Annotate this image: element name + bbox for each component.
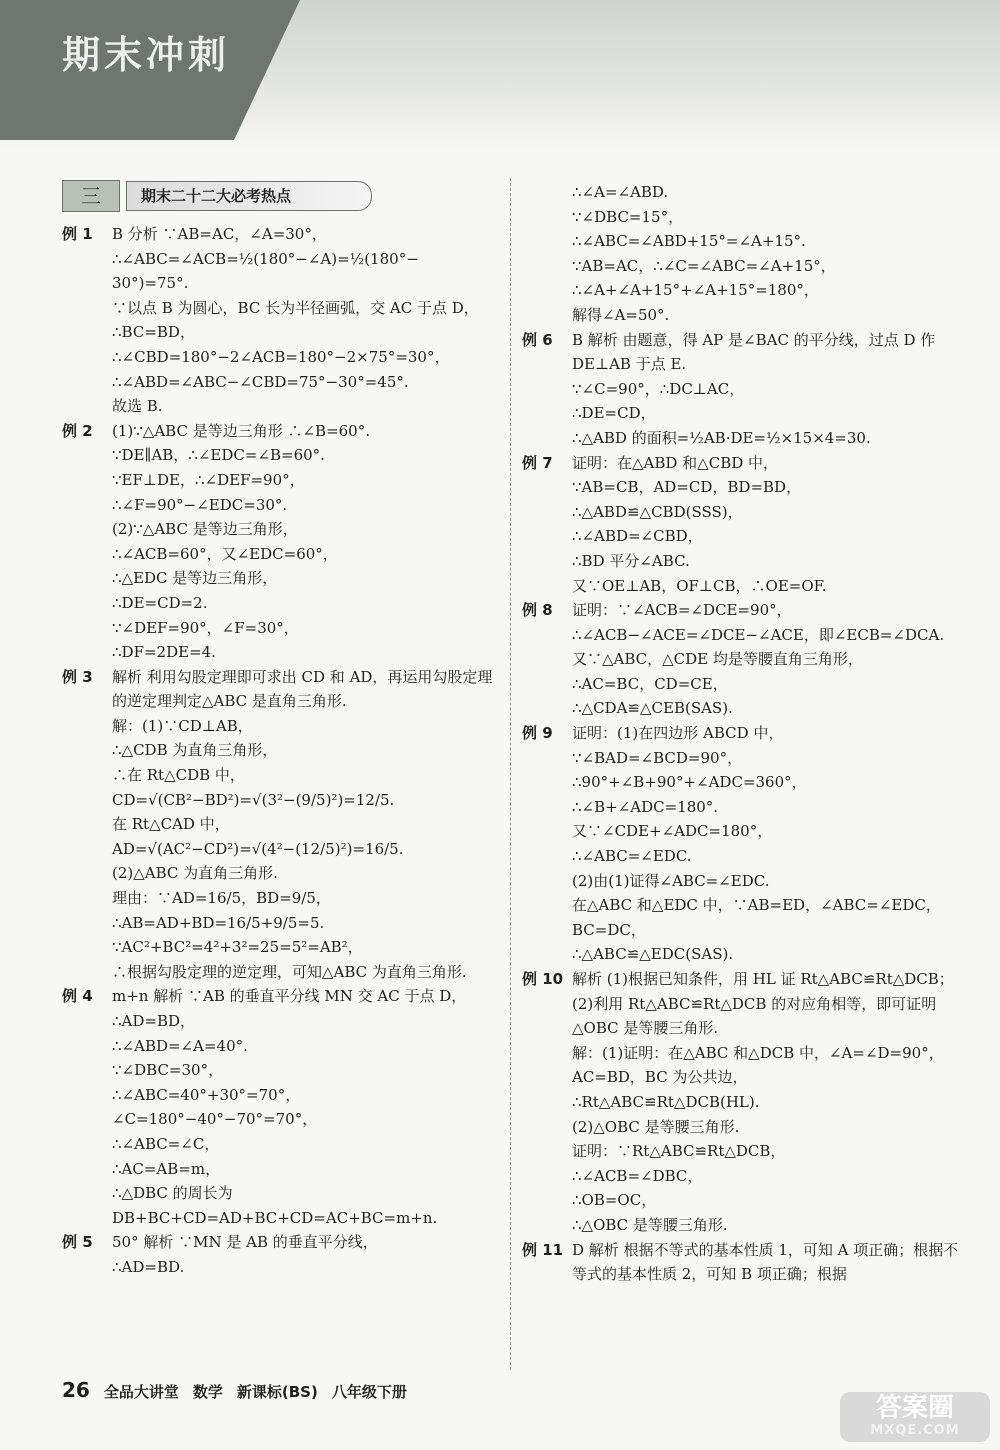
- right-examples: [522, 180, 962, 1287]
- solution-line: (1)∵△ABC 是等边三角形 ∴∠B=60°.: [112, 421, 370, 440]
- solution-line: 又∵△ABC，△CDE 均是等腰直角三角形，: [572, 650, 863, 669]
- solution-line: ∴△DBC 的周长为 DB+BC+CD=AD+BC+CD=AC+BC=m+n.: [112, 1184, 438, 1227]
- solution-line: ∴∠ACB=60°，又∠EDC=60°，: [112, 544, 338, 563]
- solution-line: m+n 解析 ∵AB 的垂直平分线 MN 交 AC 于点 D，: [112, 987, 467, 1006]
- solution-line: ∵AB=CB，AD=CD，BD=BD，: [572, 478, 802, 497]
- solution-line: ∵AB=AC，∴∠C=∠ABC=∠A+15°，: [572, 256, 836, 275]
- watermark-url: MXQE.COM: [870, 1423, 960, 1438]
- solution-line: AD=√(AC²−CD²)=√(4²−(12/5)²)=16/5.: [112, 839, 404, 858]
- solution-line: ∠C=180°−40°−70°=70°，: [112, 1110, 318, 1129]
- example-label: 例 9: [522, 724, 553, 743]
- section-header: [62, 180, 500, 212]
- solution-line: (2)△ABC 为直角三角形.: [112, 864, 278, 883]
- solution-line: ∴△ABC≌△EDC(SAS).: [572, 945, 734, 964]
- solution-line: D 解析 根据不等式的基本性质 1，可知 A 项正确；根据不等式的基本性质 2，可知 B 项正确；根据: [572, 1240, 959, 1284]
- solution-line: 解：(1)证明：在△ABC 和△DCB 中，∠A=∠D=90°，AC=BD，BC 为公共边，: [572, 1043, 944, 1087]
- example-block: [62, 1230, 500, 1279]
- solution-line: ∴BC=BD，: [112, 323, 195, 342]
- solution-line: ∴BD 平分∠ABC.: [572, 551, 690, 570]
- right-column: [522, 180, 962, 1287]
- solution-line: 30°)=75°.: [112, 274, 189, 293]
- solution-line: ∴AC=AB=m，: [112, 1159, 221, 1178]
- subject: 数学: [192, 1383, 223, 1401]
- section-number: 三: [62, 180, 120, 212]
- solution-line: ∴OB=OC，: [572, 1191, 657, 1210]
- example-block: [522, 328, 962, 451]
- solution-line: (2)由(1)证得∠ABC=∠EDC.: [572, 871, 770, 890]
- solution-line: ∴90°+∠B+90°+∠ADC=360°，: [572, 773, 807, 792]
- solution-line: ∴∠ABC=∠ABD+15°=∠A+15°.: [572, 232, 806, 251]
- solution-line: ∴DE=CD，: [572, 404, 656, 423]
- page-footer: [62, 1378, 407, 1402]
- solution-line: ∴AB=AD+BD=16/5+9/5=5.: [112, 913, 325, 932]
- solution-line: ∵AC²+BC²=4²+3²=25=5²=AB²，: [112, 938, 363, 957]
- solution-line: ∴∠ABD=∠ABC−∠CBD=75°−30°=45°.: [112, 372, 409, 391]
- example-block: [522, 598, 962, 721]
- left-column: [62, 180, 500, 1280]
- solution-line: 在 Rt△CAD 中，: [112, 815, 230, 834]
- example-label: 例 10: [522, 970, 564, 988]
- example-block: [522, 180, 962, 328]
- page-title: 期末冲刺: [62, 33, 231, 77]
- solution-line: ∴∠ABC=∠EDC.: [572, 847, 692, 866]
- solution-line: ∴∠B+∠ADC=180°.: [572, 797, 719, 816]
- example-label: 例 8: [522, 601, 553, 620]
- solution-line: ∵∠BAD=∠BCD=90°，: [572, 748, 743, 767]
- solution-line: ∴∠A=∠ABD.: [572, 183, 669, 201]
- solution-line: ∴△EDC 是等边三角形，: [112, 569, 278, 588]
- example-label: 例 11: [522, 1240, 564, 1259]
- solution-line: ∵EF⊥DE，∴∠DEF=90°，: [112, 470, 305, 489]
- solution-line: ∴根据勾股定理的逆定理，可知△ABC 为直角三角形.: [112, 962, 467, 981]
- solution-line: ∴DF=2DE=4.: [112, 643, 216, 662]
- solution-line: ∴Rt△ABC≌Rt△DCB(HL).: [572, 1092, 760, 1111]
- watermark-text: 答案圈: [875, 1393, 954, 1423]
- solution-line: ∴AD=BD.: [112, 1257, 185, 1276]
- solution-line: 在△ABC 和△EDC 中，∵AB=ED，∠ABC=∠EDC，BC=DC，: [572, 896, 941, 939]
- solution-line: CD=√(CB²−BD²)=√(3²−(9/5)²)=12/5.: [112, 790, 395, 809]
- solution-line: ∴DE=CD=2.: [112, 593, 208, 612]
- solution-line: 证明：(1)在四边形 ABCD 中，: [572, 724, 784, 743]
- example-block: [522, 451, 962, 599]
- solution-line: ∴△ABD≌△CBD(SSS)，: [572, 502, 743, 521]
- header-banner: [0, 0, 1000, 150]
- book-name: 全品大讲堂: [103, 1383, 179, 1401]
- solution-line: 故选 B.: [112, 397, 163, 416]
- example-block: [62, 984, 500, 1230]
- example-block: [62, 419, 500, 665]
- left-examples: [62, 222, 500, 1280]
- solution-line: 证明：∵Rt△ABC≌Rt△DCB，: [572, 1142, 786, 1161]
- solution-line: ∵∠DBC=15°，: [572, 207, 684, 226]
- solution-line: B 分析 ∵AB=AC，∠A=30°，: [112, 225, 327, 243]
- solution-line: 又∵∠CDE+∠ADC=180°，: [572, 822, 773, 841]
- edition: 新课标(BS): [236, 1383, 318, 1401]
- solution-line: (2)利用 Rt△ABC≌Rt△DCB 的对应角相等，即可证明△OBC 是等腰三角形.: [572, 994, 937, 1038]
- solution-line: 解：(1)∵CD⊥AB，: [112, 716, 253, 735]
- solution-line: 解得∠A=50°.: [572, 305, 670, 324]
- solution-line: ∴∠ACB=∠DBC，: [572, 1166, 703, 1185]
- solution-line: ∵∠DEF=90°，∠F=30°，: [112, 618, 299, 637]
- solution-line: ∴∠ABC=∠C，: [112, 1134, 220, 1153]
- page-number: 26: [62, 1378, 90, 1402]
- solution-line: ∴△CDB 为直角三角形，: [112, 741, 278, 760]
- example-label: 例 1: [62, 225, 93, 243]
- solution-line: (2)△OBC 是等腰三角形.: [572, 1117, 740, 1136]
- example-block: [522, 967, 962, 1238]
- solution-line: ∴∠ABC=40°+30°=70°，: [112, 1085, 301, 1104]
- solution-line: ∵DE∥AB，∴∠EDC=∠B=60°.: [112, 446, 325, 465]
- solution-line: ∴△OBC 是等腰三角形.: [572, 1215, 728, 1234]
- solution-line: ∵∠C=90°，∴DC⊥AC，: [572, 379, 745, 398]
- solution-line: B 解析 由题意，得 AP 是∠BAC 的平分线，过点 D 作 DE⊥AB 于点 E.: [572, 330, 936, 374]
- solution-line: ∵∠DBC=30°，: [112, 1061, 224, 1080]
- solution-line: 50° 解析 ∵MN 是 AB 的垂直平分线，: [112, 1233, 378, 1252]
- example-block: [522, 721, 962, 967]
- example-label: 例 3: [62, 667, 93, 686]
- solution-line: ∴△CDA≌△CEB(SAS).: [572, 699, 733, 718]
- example-label: 例 5: [62, 1233, 93, 1252]
- example-label: 例 4: [62, 987, 93, 1006]
- example-block: [62, 222, 500, 419]
- solution-line: ∴∠ABC=∠ACB=½(180°−∠A)=½(180°−: [112, 249, 419, 268]
- solution-line: ∴∠ABD=∠A=40°.: [112, 1036, 248, 1055]
- example-block: [62, 665, 500, 985]
- solution-line: ∴∠A+∠A+15°+∠A+15°=180°，: [572, 281, 819, 300]
- solution-line: 证明：∵∠ACB=∠DCE=90°，: [572, 601, 792, 620]
- watermark-logo: [840, 1392, 990, 1442]
- grade: 八年级下册: [331, 1383, 407, 1401]
- example-label: 例 7: [522, 453, 553, 472]
- example-label: 例 6: [522, 330, 553, 349]
- solution-line: (2)∵△ABC 是等边三角形，: [112, 520, 298, 539]
- section-title: 期末二十二大必考热点: [126, 181, 372, 211]
- solution-line: ∴∠ACB−∠ACE=∠DCE−∠ACE，即∠ECB=∠DCA.: [572, 625, 945, 644]
- solution-line: 解析 (1)根据已知条件，用 HL 证 Rt△ABC≌Rt△DCB；: [572, 970, 954, 988]
- solution-line: ∴在 Rt△CDB 中，: [112, 766, 245, 785]
- solution-line: 理由：∵AD=16/5，BD=9/5，: [112, 889, 331, 908]
- solution-line: ∴△ABD 的面积=½AB·DE=½×15×4=30.: [572, 428, 871, 447]
- solution-line: 证明：在△ABD 和△CBD 中，: [572, 453, 779, 472]
- solution-line: ∴∠CBD=180°−2∠ACB=180°−2×75°=30°，: [112, 347, 450, 366]
- solution-line: ∴AC=BC，CD=CE，: [572, 674, 728, 693]
- solution-line: 又∵OE⊥AB，OF⊥CB，∴OE=OF.: [572, 576, 827, 595]
- column-divider: [510, 178, 511, 1370]
- solution-line: ∴AD=BD，: [112, 1012, 196, 1030]
- solution-line: ∴∠F=90°−∠EDC=30°.: [112, 495, 288, 514]
- example-label: 例 2: [62, 421, 93, 440]
- example-block: [522, 1238, 962, 1287]
- solution-line: ∵以点 B 为圆心，BC 长为半径画弧，交 AC 于点 D，: [112, 298, 479, 317]
- solution-line: 解析 利用勾股定理即可求出 CD 和 AD，再运用勾股定理的逆定理判定△ABC 是直角三角形.: [112, 667, 493, 711]
- solution-line: ∴∠ABD=∠CBD，: [572, 527, 703, 546]
